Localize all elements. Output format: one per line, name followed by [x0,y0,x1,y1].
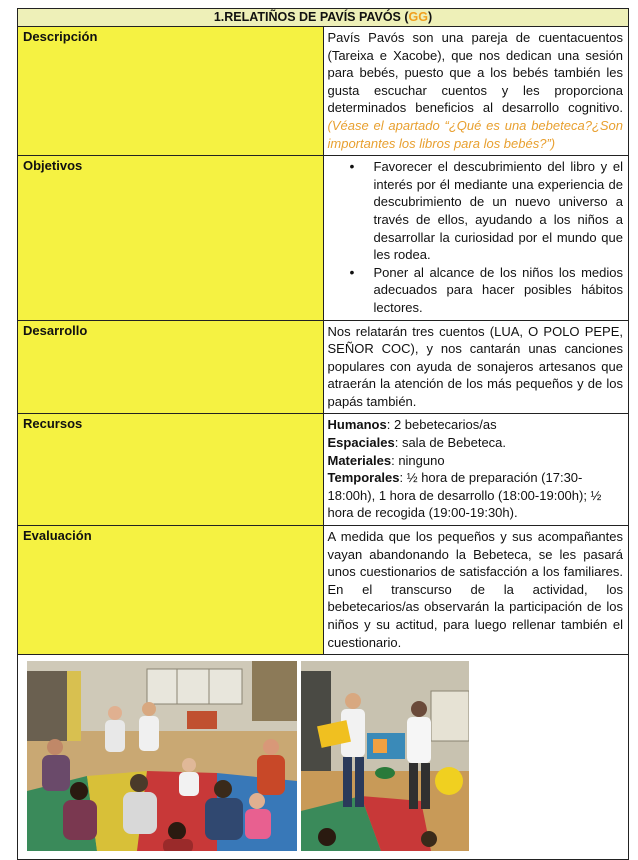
label-descripcion: Descripción [18,27,324,156]
espaciales-key: Espaciales [327,435,395,451]
photo-storytime-audience [27,661,297,851]
title-open: ( [404,10,409,24]
title-main: 1.RELATIÑOS DE PAVÍS PAVÓS [213,10,401,24]
objetivos-list [328,158,624,316]
descripcion-note: (Véase el apartado “¿Qué es una bebeteca?¿Son importantes los libros para los bebés?”) [327,117,623,151]
label-recursos: Recursos [18,414,324,526]
objetivo-item: • Favorecer el descubrimiento del libro y el interés por él mediante una experiencia de descubrimiento de un nuevo universo a través de ellos, ayudando a los niños a desarrollar la curiosidad por el mundo que les rodea. [374,158,624,264]
materiales-value: : ninguno [391,452,445,468]
temporales-key: Temporales [327,470,400,486]
sheet-title [18,9,629,27]
content-recursos [323,414,629,526]
descripcion-text: Pavís Pavós son una pareja de cuentacuentos (Tareixa e Xacobe), que nos dedican una sesión para bebés, puesto que a los bebés también les gusta escuchar cuentos y les proporciona determinados beneficios al desarrollo cognitivo. [327,30,623,116]
content-desarrollo: Nos relatarán tres cuentos (LUA, O POLO PEPE, SEÑOR COC), y nos cantarán unas canciones populares con ayuda de sonajeros artesanos que atraerán la atención de los más pequeños y de los papás también. [323,320,629,414]
content-objetivos [323,156,629,320]
activity-table [17,8,629,860]
content-descripcion [323,27,629,156]
photos-cell [18,655,629,860]
objetivo-item: • Poner al alcance de los niños los medios adecuados para hacer posibles hábitos lectores. [374,264,624,317]
temporales-value: : ½ hora de preparación (17:30-18:00h), 1 hora de desarrollo (18:00-19:00h); ½ hora de recogida (19:00-19:30h). [327,470,602,521]
label-objetivos: Objetivos [18,156,324,320]
content-evaluacion: A medida que los pequeños y sus acompañantes vayan abandonando la Bebeteca, se les pasará unos cuestionarios de satisfacción a los familiares. En el transcurso de la actividad, los bebetecarios/as observarán la participación de los niños y su actitud, para luego rellenar también el cuestionario. [323,526,629,655]
activity-sheet [17,8,629,860]
photo-storytellers-image [301,661,469,851]
label-desarrollo: Desarrollo [18,320,324,414]
title-tag: GG [408,10,428,24]
photo-storytellers [301,661,469,851]
label-evaluacion: Evaluación [18,526,324,655]
espaciales-value: : sala de Bebeteca. [394,435,507,451]
materiales-key: Materiales [327,452,392,468]
humanos-value: : 2 bebetecarios/as [386,417,497,433]
title-close: ) [428,10,433,24]
photo-audience-image [27,661,297,851]
humanos-key: Humanos [327,417,387,433]
